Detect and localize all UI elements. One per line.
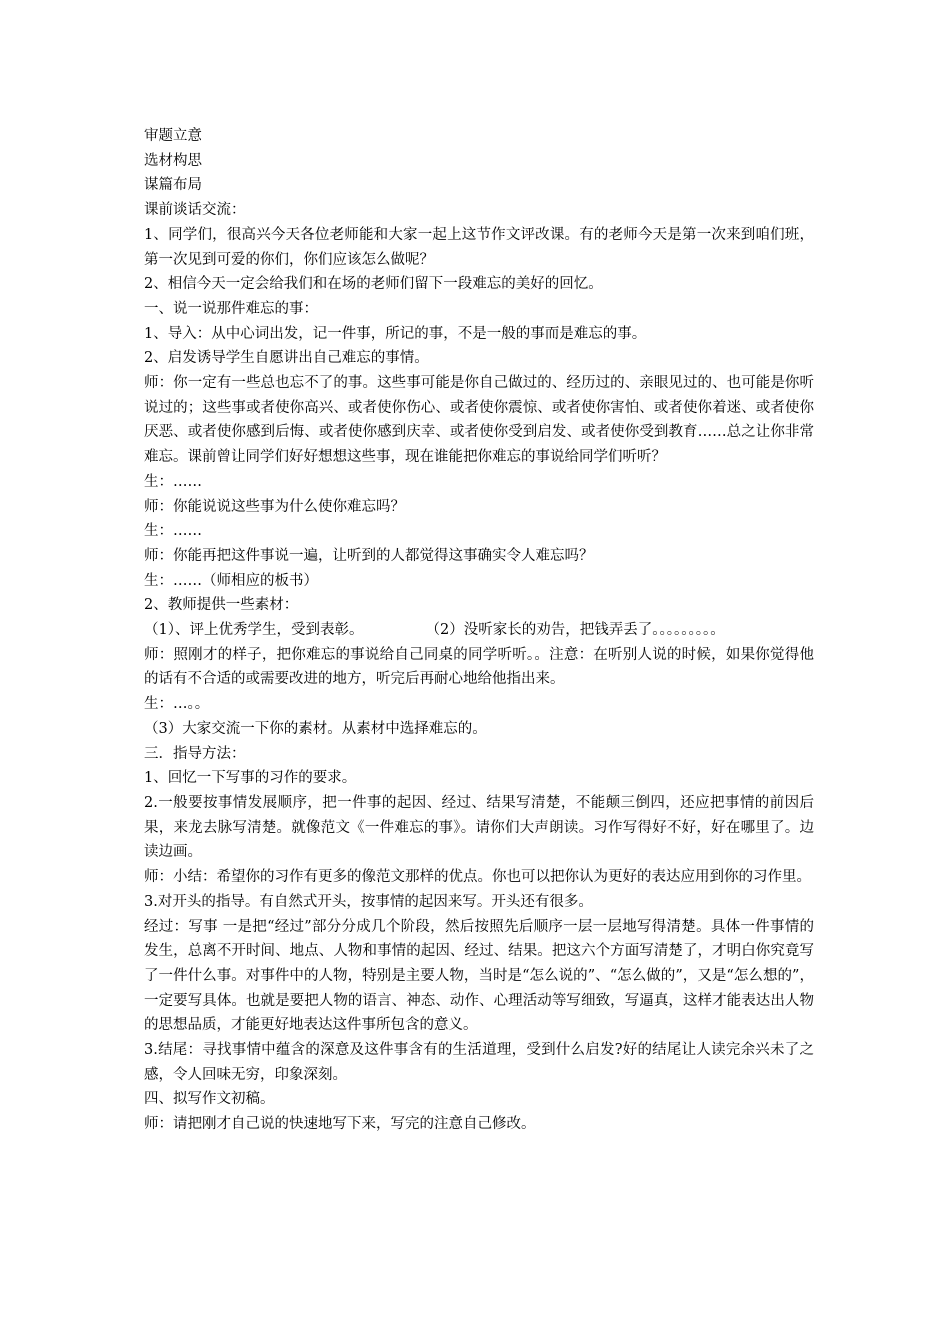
heading-shenti: 审题立意 [144, 128, 202, 144]
paragraph-student-3: 生：……（师相应的板书） [144, 572, 318, 589]
paragraph-exchange: （3）大家交流一下你的素材。从素材中选择难忘的。 [144, 720, 487, 737]
paragraph-student-2: 生：…… [144, 523, 202, 540]
paragraph-teacher-again: 师：你能再把这件事说一遍，让听到的人都觉得这事确实令人难忘吗？ [144, 547, 594, 564]
heading-moupian: 谋篇布局 [144, 177, 202, 194]
paragraph-intro: 1、导入：从中心词出发，记一件事，所记的事，不是一般的事而是难忘的事。 [144, 325, 647, 342]
heading-xuancai: 选材构思 [144, 152, 202, 169]
section-one-title: 一、说一说那件难忘的事： [144, 300, 318, 317]
material-item-1: （1）、评上优秀学生，受到表彰。 [144, 622, 364, 639]
section-pre-class-talk: 课前谈话交流： [144, 202, 246, 219]
material-item-2: （2）没听家长的劝告，把钱弄丢了。。。。。。。。。 [425, 622, 725, 639]
paragraph-inspire: 2、启发诱导学生自愿讲出自己难忘的事情。 [144, 350, 429, 367]
section-four-title: 四、拟写作文初稿。 [144, 1091, 275, 1108]
paragraph-materials-list [144, 618, 814, 643]
paragraph-order: 2.一般要按事情发展顺序，把一件事的起因、经过、结果写清楚，不能颠三倒四，还应把事情的前因后果，来龙去脉写清楚。就像范文《一件难忘的事》。请你们大声朗读。习作写得好不好，好在哪里了。边读边画。 [144, 794, 814, 861]
paragraph-summary: 师：小结：希望你的习作有更多的像范文那样的优点。你也可以把你认为更好的表达应用到你的习作里。 [144, 869, 811, 886]
section-three-title: 三．指导方法： [144, 745, 246, 762]
paragraph-student-4: 生：…。。 [144, 696, 210, 713]
paragraph-teacher-pair: 师：照刚才的样子，把你难忘的事说给自己同桌的同学听听。。注意：在听别人说的时候，如果你觉得他的话有不合适的或需要改进的地方，听完后再耐心地给他指出来。 [144, 646, 814, 688]
document-page [144, 124, 814, 1137]
paragraph-memory: 2、相信今天一定会给我们和在场的老师们留下一段难忘的美好的回忆。 [144, 276, 603, 293]
paragraph-process: 经过：写事 一是把“经过”部分分成几个阶段，然后按照先后顺序一层一层地写得清楚。具体一件事情的发生，总离不开时间、地点、人物和事情的起因、经过、结果。把这六个方面写清楚了，才明白你究竟写了一件什么事。对事件中的人物，特别是主要人物，当时是“怎么说的”、“怎么做的”，又是“怎么想的”，一定要写具体。也就是要把人物的语言、神态、动作、心理活动等写细致，写逼真，这样才能表达出人物的思想品质，才能更好地表达这件事所包含的意义。 [144, 918, 814, 1034]
paragraph-teacher-why: 师：你能说说这些事为什么使你难忘吗？ [144, 498, 405, 515]
paragraph-teacher-long: 师：你一定有一些总也忘不了的事。这些事可能是你自己做过的、经历过的、亲眼见过的、也可能是你听说过的；这些事或者使你高兴、或者使你伤心、或者使你震惊、或者使你害怕、或者使你着迷、或者使你厌恶、或者使你感到后悔、或者使你感到庆幸、或者使你受到启发、或者使你受到教育……总之让你非常难忘。课前曾让同学们好好想想这些事，现在谁能把你难忘的事说给同学们听听？ [144, 375, 814, 466]
paragraph-write-draft: 师：请把刚才自己说的快速地写下来，写完的注意自己修改。 [144, 1116, 536, 1133]
paragraph-materials-title: 2、教师提供一些素材： [144, 597, 299, 614]
paragraph-ending: 3.结尾：寻找事情中蕴含的深意及这件事含有的生活道理，受到什么启发?好的结尾让人读完余兴未了之感，令人回味无穷，印象深刻。 [144, 1042, 814, 1083]
paragraph-student-1: 生：…… [144, 473, 202, 490]
paragraph-greeting: 1、同学们，很高兴今天各位老师能和大家一起上这节作文评改课。有的老师今天是第一次来到咱们班，第一次见到可爱的你们，你们应该怎么做呢？ [144, 226, 814, 268]
paragraph-opening: 3.对开头的指导。有自然式开头，按事情的起因来写。开头还有很多。 [144, 893, 593, 910]
paragraph-recall: 1、回忆一下写事的习作的要求。 [144, 770, 357, 787]
